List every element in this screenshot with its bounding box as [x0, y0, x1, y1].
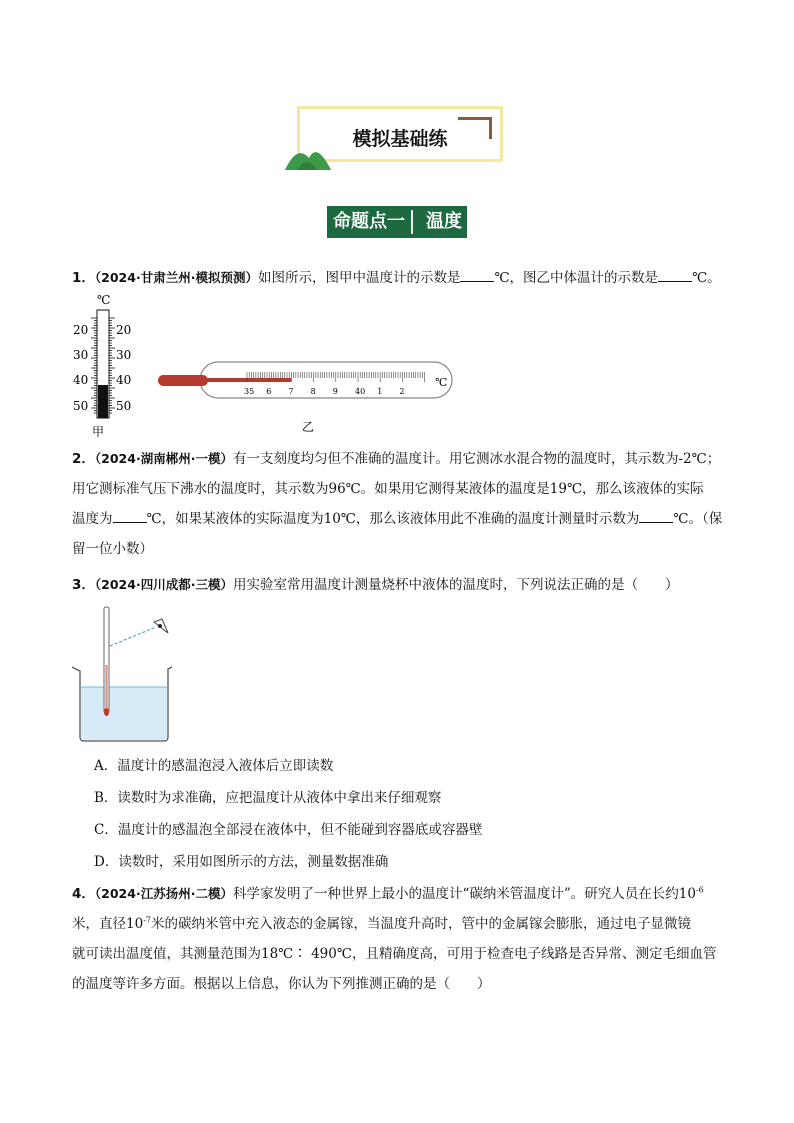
- topic-separator: [411, 210, 413, 234]
- answer-blank[interactable]: [113, 508, 147, 523]
- answer-blank[interactable]: [460, 267, 494, 282]
- question-2: [72, 444, 732, 564]
- question-text: 的温度等许多方面。根据以上信息，你认为下列推测正确的是（ ）: [72, 976, 491, 992]
- banner-accent-vertical: [489, 117, 492, 139]
- question-number: 4．: [72, 886, 95, 902]
- question-text: 温度为: [72, 511, 113, 527]
- tick-label: 30: [73, 348, 89, 362]
- question-number: 1．: [72, 270, 95, 286]
- thermometer-jia-figure: [70, 290, 160, 440]
- scale-label: 1: [377, 387, 383, 396]
- tick-label: 20: [116, 323, 132, 337]
- question-text: ℃。（保: [673, 511, 723, 527]
- question-text: 科学家发明了一种世界上最小的温度计“碳纳米管温度计”。研究人员在长约10: [232, 886, 696, 902]
- scale-label: 7: [288, 387, 294, 396]
- tick-label: 40: [73, 373, 89, 387]
- question-text: ℃，如果某液体的实际温度为10℃，那么该液体用此不准确的温度计测量时示数为: [146, 511, 640, 527]
- option-a[interactable]: A．温度计的感温泡浸入液体后立即读数: [94, 758, 334, 774]
- question-text: 用实验室常用温度计测量烧杯中液体的温度时，下列说法正确的是（ ）: [232, 577, 679, 593]
- figure-caption: 甲: [92, 425, 105, 439]
- tick-label: 40: [116, 373, 132, 387]
- scale-label: 8: [310, 387, 316, 396]
- question-source: （2024·甘肃兰州·模拟预测）: [94, 270, 258, 285]
- question-number: 3．: [72, 577, 95, 593]
- option-b[interactable]: B．读数时为求准确，应把温度计从液体中拿出来仔细观察: [94, 790, 442, 806]
- banner-accent: [458, 117, 492, 120]
- exponent: -6: [695, 885, 704, 895]
- question-source: （2024·江苏扬州·二模）: [94, 886, 233, 901]
- banner-title: 模拟基础练: [352, 128, 448, 150]
- question-text: 留一位小数）: [72, 541, 153, 557]
- topic-heading: [327, 206, 467, 238]
- option-c[interactable]: C．温度计的感温泡全部浸在液体中，但不能碰到容器底或容器壁: [94, 822, 483, 838]
- question-source: （2024·四川成都·三模）: [94, 577, 233, 592]
- exponent: -7: [143, 915, 151, 925]
- tick-label: 50: [116, 399, 132, 413]
- scale-label: 40: [355, 387, 366, 396]
- scale-label: 35: [244, 387, 255, 396]
- beaker-figure: [68, 605, 178, 745]
- topic-label-number: 命题点一: [333, 211, 405, 232]
- question-source: （2024·湖南郴州·一模）: [94, 451, 233, 466]
- option-d[interactable]: D．读数时，采用如图所示的方法，测量数据准确: [94, 854, 389, 870]
- scale-label: 9: [332, 387, 338, 396]
- question-text: 如图所示，图甲中温度计的示数是: [257, 270, 461, 286]
- answer-blank[interactable]: [658, 267, 692, 282]
- figure-caption: 乙: [302, 420, 315, 434]
- thermometer-yi-figure: [155, 360, 460, 438]
- question-text: 米的碳纳米管中充入液态的金属镓，当温度升高时，管中的金属镓会膨胀，通过电子显微镜: [150, 916, 691, 932]
- tick-label: 30: [116, 348, 132, 362]
- question-text: 米，直径10: [72, 916, 144, 932]
- scale-label: 6: [266, 387, 272, 396]
- question-3: [72, 570, 732, 600]
- question-text: 用它测标准气压下沸水的温度时，其示数为96℃。如果用它测得某液体的温度是19℃，那么该液体的实际: [72, 481, 704, 497]
- question-1: [72, 263, 732, 293]
- question-text-unit: ℃，图乙中体温计的示数是: [494, 270, 659, 286]
- thermometer-unit: ℃: [435, 376, 448, 389]
- hills-icon: [283, 140, 333, 172]
- question-text: 就可读出温度值，其测量范围为18℃∶ 490℃，且精确度高，可用于检查电子线路是否异常、测定毛细血管: [72, 946, 717, 962]
- tick-label: 50: [73, 399, 89, 413]
- scale-label: 2: [399, 387, 405, 396]
- answer-blank[interactable]: [639, 508, 673, 523]
- question-text-unit: ℃。: [692, 270, 721, 286]
- question-text: 有一支刻度均匀但不准确的温度计。用它测冰水混合物的温度时，其示数为-2℃；: [232, 451, 721, 467]
- topic-label-name: 温度: [426, 211, 462, 232]
- tick-label: 20: [73, 323, 89, 337]
- question-number: 2．: [72, 451, 95, 467]
- thermometer-unit: ℃: [97, 293, 111, 307]
- eye-icon: [154, 619, 168, 633]
- question-4: [72, 879, 732, 999]
